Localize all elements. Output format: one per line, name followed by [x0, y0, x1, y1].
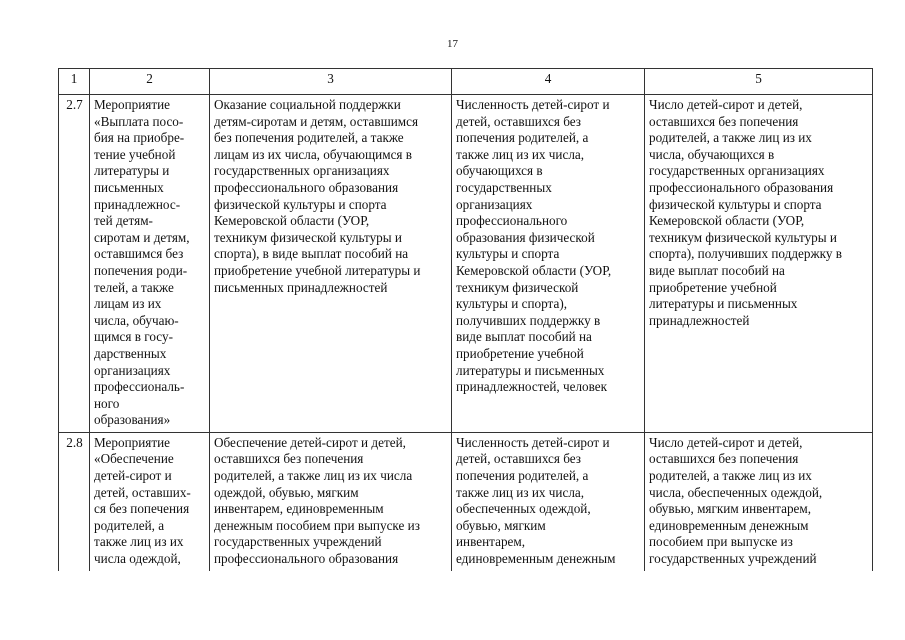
- column-header-5: 5: [645, 69, 873, 95]
- column-header-2: 2: [90, 69, 210, 95]
- table-row: [59, 95, 873, 433]
- indicator-cell: [452, 95, 645, 433]
- formula-text: Число детей-сирот и детей, оставшихся без попечения родителей, а также лиц из их числа, обучающихся в государственных организациях профессионального образования физической культуры и спорта Кемеровской области (УОР, техникум физической культуры и спорта), получивших поддержку в виде выплат пособий на приобретение учебной литературы и письменных принадлежностей: [649, 97, 842, 328]
- event-description-cell: [210, 95, 452, 433]
- column-header-4: 4: [452, 69, 645, 95]
- event-name-text: Мероприятие «Выплата посо- бия на приобре- тение учебной литературы и письменных принадлежнос- тей детям- сиротам и детям, оставшимся без попечения роди- телей, а также лицам из их числа, обучаю- щимся в госу- дарственных организациях профессиональ- ного образования»: [94, 97, 190, 428]
- column-header-3: 3: [210, 69, 452, 95]
- formula-cell: [645, 95, 873, 433]
- header-row: [59, 69, 873, 95]
- row-number-cell: 2.7: [59, 95, 90, 433]
- event-description-text: Обеспечение детей-сирот и детей, оставшихся без попечения родителей, а также лиц из их числа одеждой, обувью, мягким инвентарем, единовременным денежным пособием при выпуске из государственных учреждений профессионального образования: [214, 434, 420, 567]
- formula-cell: [645, 432, 873, 570]
- table-row: [59, 432, 873, 570]
- event-description-text: Оказание социальной поддержки детям-сиротам и детям, оставшимся без попечения родителей, а также лицам из их числа, обучающимся в государственных организациях профессионального образования физической культуры и спорта Кемеровской области (УОР, техникум физической культуры и спорта), в виде выплат пособий на приобретение учебной литературы и письменных принадлежностей: [214, 97, 421, 295]
- event-name-cell: [90, 432, 210, 570]
- program-table: [58, 68, 873, 571]
- event-name-text: Мероприятие «Обеспечение детей-сирот и детей, оставших- ся без попечения родителей, а также лиц из их числа одеждой,: [94, 434, 191, 567]
- row-number-cell: 2.8: [59, 432, 90, 570]
- column-header-1: 1: [59, 69, 90, 95]
- event-name-cell: [90, 95, 210, 433]
- indicator-text: Численность детей-сирот и детей, оставшихся без попечения родителей, а также лиц из их числа, обучающихся в государственных организациях профессионального образования физической культуры и спорта Кемеровской области (УОР, техникум физической культуры и спорта), получивших поддержку в виде выплат пособий на приобретение учебной литературы и письменных принадлежностей, человек: [456, 97, 612, 395]
- formula-text: Число детей-сирот и детей, оставшихся без попечения родителей, а также лиц из их числа, обеспеченных одеждой, обувью, мягким инвентарем, единовременным денежным пособием при выпуске из государственных учреждений: [649, 434, 823, 567]
- event-description-cell: [210, 432, 452, 570]
- indicator-cell: [452, 432, 645, 570]
- indicator-text: Численность детей-сирот и детей, оставшихся без попечения родителей, а также лиц из их числа, обеспеченных одеждой, обувью, мягким инвентарем, единовременным денежным: [456, 434, 616, 567]
- page-number: 17: [447, 38, 458, 50]
